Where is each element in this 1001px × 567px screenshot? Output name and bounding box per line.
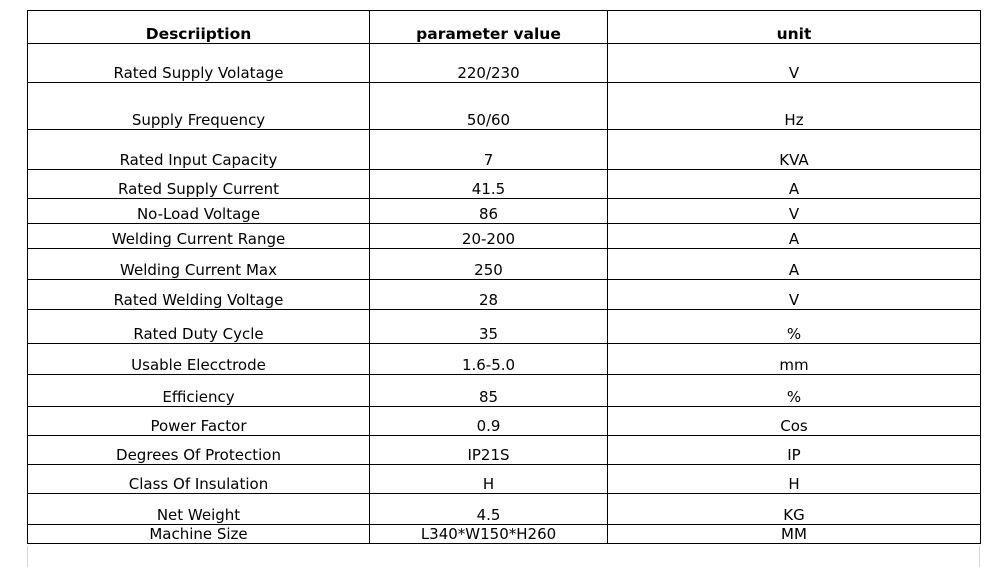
cell-unit: KG (608, 494, 981, 525)
cell-unit: % (608, 375, 981, 407)
cell-description: Net Weight (28, 494, 370, 525)
column-header-unit: unit (608, 11, 981, 44)
cell-description: Supply Frequency (28, 83, 370, 130)
cell-description: Degrees Of Protection (28, 436, 370, 465)
cell-value: 4.5 (370, 494, 608, 525)
table-row (28, 83, 981, 130)
table-row (28, 375, 981, 407)
cell-description: Rated Duty Cycle (28, 310, 370, 344)
cell-description: Rated Supply Volatage (28, 44, 370, 83)
cell-description: Class Of Insulation (28, 465, 370, 494)
cell-value: 20-200 (370, 224, 608, 249)
sheet-edge-left (27, 546, 28, 567)
cell-unit: V (608, 44, 981, 83)
cell-description: Machine Size (28, 525, 370, 544)
cell-description: Rated Input Capacity (28, 130, 370, 170)
cell-description: Power Factor (28, 407, 370, 436)
cell-unit: H (608, 465, 981, 494)
cell-description: Rated Supply Current (28, 170, 370, 199)
cell-unit: % (608, 310, 981, 344)
cell-value: 86 (370, 199, 608, 224)
table-row (28, 199, 981, 224)
table-row (28, 407, 981, 436)
cell-value: 0.9 (370, 407, 608, 436)
sheet-edge-right (979, 546, 980, 567)
spec-sheet (27, 10, 980, 544)
table-row (28, 130, 981, 170)
cell-value: 250 (370, 249, 608, 280)
cell-description: Usable Elecctrode (28, 344, 370, 375)
cell-unit: Hz (608, 83, 981, 130)
cell-unit: V (608, 280, 981, 310)
table-row (28, 525, 981, 544)
cell-value: H (370, 465, 608, 494)
table-row (28, 494, 981, 525)
cell-value: 35 (370, 310, 608, 344)
column-header-parameter-value: parameter value (370, 11, 608, 44)
cell-value: L340*W150*H260 (370, 525, 608, 544)
cell-unit: A (608, 249, 981, 280)
cell-description: Efficiency (28, 375, 370, 407)
table-row (28, 280, 981, 310)
cell-value: 41.5 (370, 170, 608, 199)
column-header-description: Descriiption (28, 11, 370, 44)
cell-value: 7 (370, 130, 608, 170)
table-row (28, 170, 981, 199)
cell-unit: KVA (608, 130, 981, 170)
cell-value: 50/60 (370, 83, 608, 130)
cell-value: 85 (370, 375, 608, 407)
table-header-row (28, 11, 981, 44)
cell-unit: IP (608, 436, 981, 465)
cell-value: 1.6-5.0 (370, 344, 608, 375)
cell-description: No-Load Voltage (28, 199, 370, 224)
cell-unit: A (608, 170, 981, 199)
cell-value: 220/230 (370, 44, 608, 83)
table-row (28, 436, 981, 465)
table-row (28, 344, 981, 375)
table-row (28, 465, 981, 494)
cell-unit: mm (608, 344, 981, 375)
cell-value: 28 (370, 280, 608, 310)
specification-table (27, 10, 981, 544)
table-row (28, 224, 981, 249)
cell-description: Rated Welding Voltage (28, 280, 370, 310)
cell-value: IP21S (370, 436, 608, 465)
cell-unit: Cos (608, 407, 981, 436)
cell-description: Welding Current Range (28, 224, 370, 249)
cell-unit: MM (608, 525, 981, 544)
cell-unit: V (608, 199, 981, 224)
table-row (28, 249, 981, 280)
table-row (28, 310, 981, 344)
cell-description: Welding Current Max (28, 249, 370, 280)
table-row (28, 44, 981, 83)
cell-unit: A (608, 224, 981, 249)
